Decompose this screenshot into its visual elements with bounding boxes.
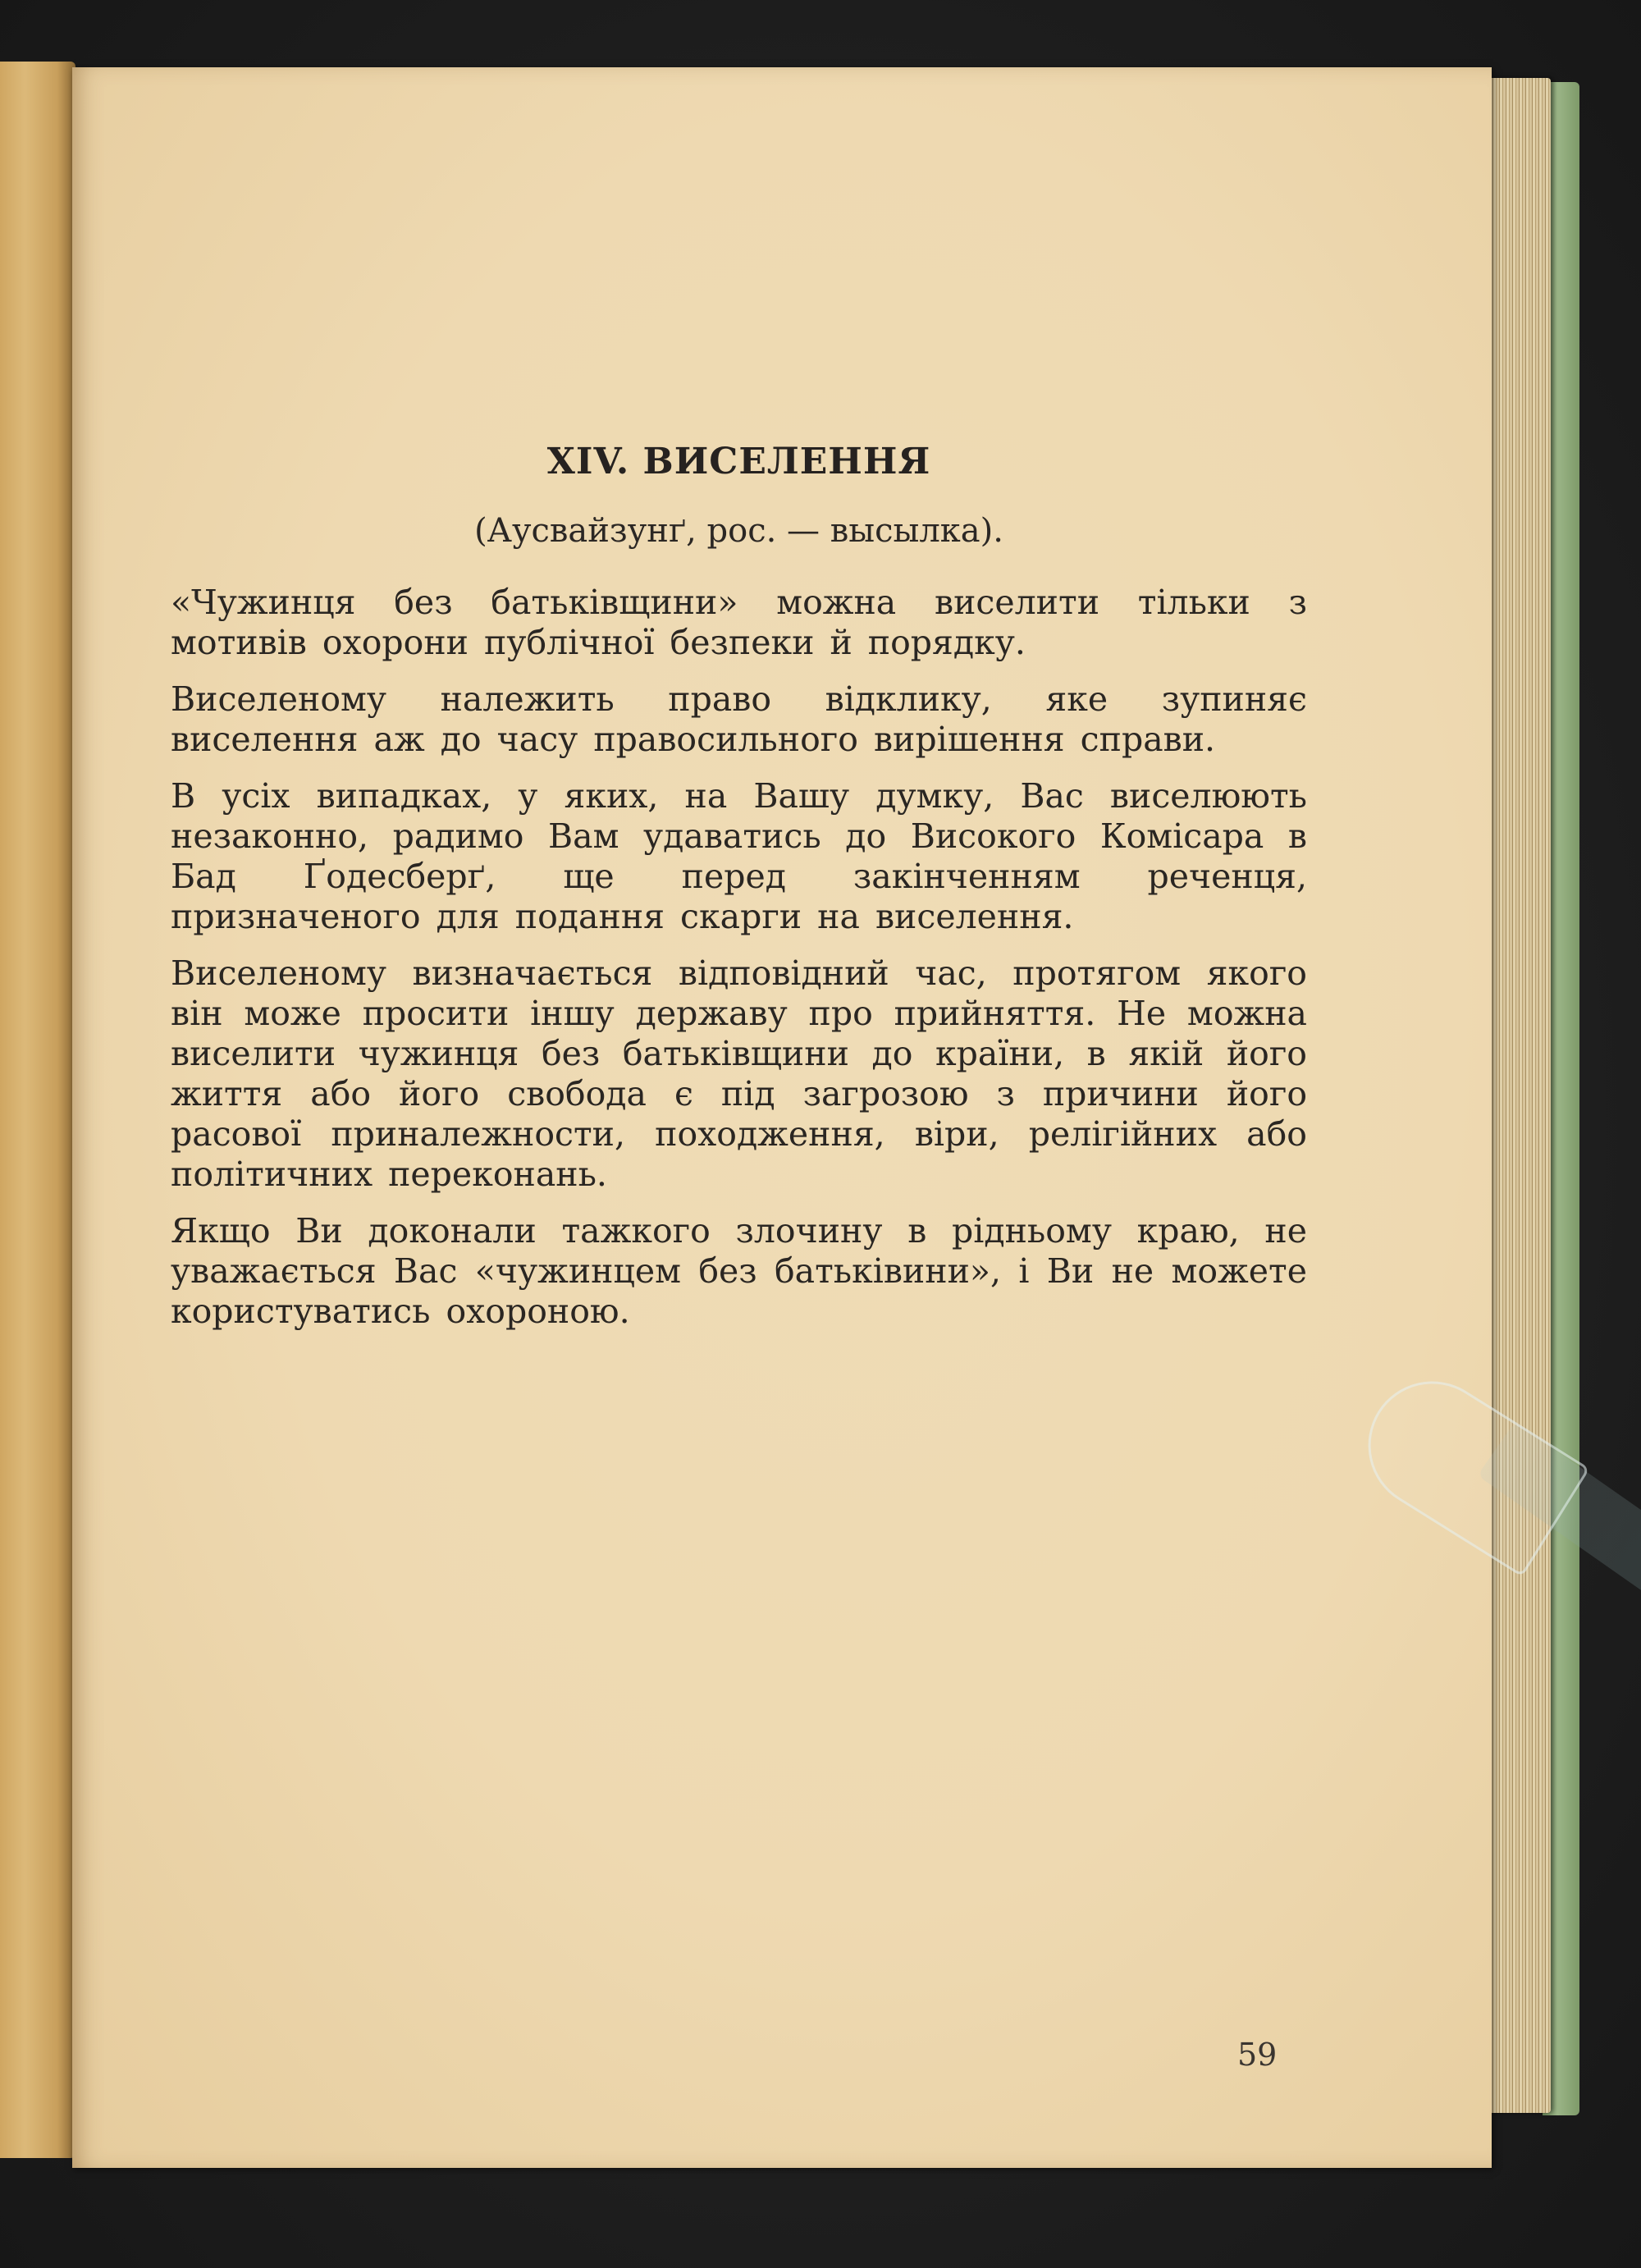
paragraph: Виселеному належить право відклику, яке зупиняє виселення аж до часу правосильного вирішення справи. (171, 679, 1307, 759)
chapter-title: XIV. ВИСЕЛЕННЯ (546, 441, 931, 482)
book-page (72, 67, 1492, 2168)
paragraph: В усіх випадках, у яких, на Вашу думку, Вас виселюють незаконно, радимо Вам удаватись до Високого Комісара в Бад Ґодесберґ, ще перед закінченням реченця, призначеного для подання скарги на виселення. (171, 776, 1307, 936)
page-content (171, 441, 1307, 1348)
chapter-subtitle: (Аусвайзунґ, рос. — высылка). (474, 512, 1003, 550)
previous-page-edge (0, 62, 75, 2158)
page-number: 59 (1237, 2037, 1278, 2073)
paragraph: Якщо Ви доконали тажкого злочину в рідньому краю, не уважається Вас «чужинцем без батьківини», і Ви не можете користуватись охороною. (171, 1211, 1307, 1331)
paragraph: Виселеному визначається відповідний час, протягом якого він може просити іншу державу про прийняття. Не можна виселити чужинця без батьківщини до країни, в якій його життя або його свобода є під загрозою з причини його расової приналежности, походження, віри, релігійних або політичних переконань. (171, 953, 1307, 1194)
paragraph: «Чужинця без батьківщини» можна виселити тільки з мотивів охорони публічної безпеки й порядку. (171, 583, 1307, 662)
